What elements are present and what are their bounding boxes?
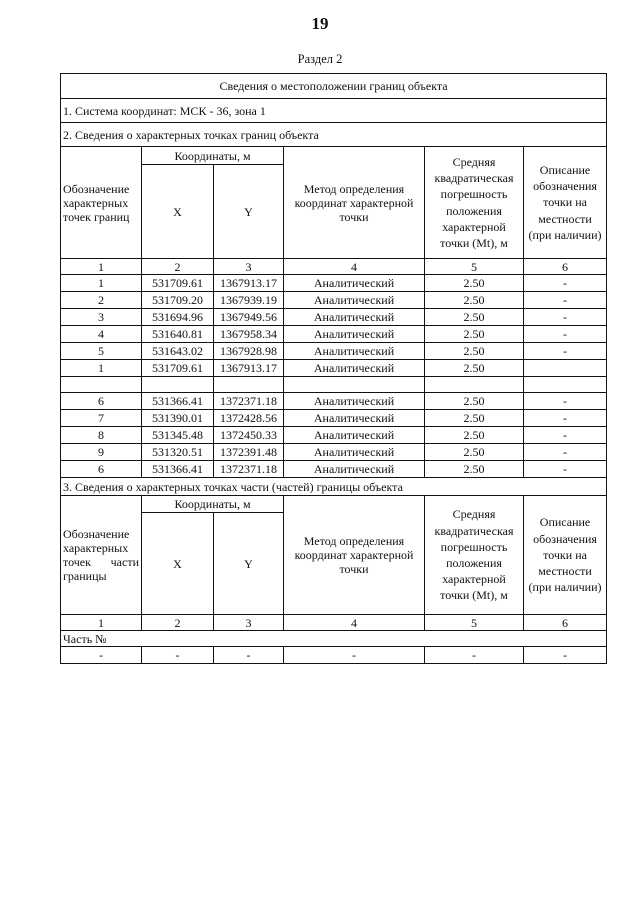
column-number: 2: [142, 615, 214, 631]
boundary-table: [60, 73, 607, 664]
method: Аналитический: [284, 410, 425, 427]
method: Аналитический: [284, 292, 425, 309]
method: Аналитический: [284, 461, 425, 478]
point-number: 3: [61, 309, 142, 326]
description: -: [524, 410, 607, 427]
column-number: 6: [524, 259, 607, 275]
mean-error: 2.50: [425, 343, 524, 360]
table-row: [61, 410, 607, 427]
description: -: [524, 647, 607, 664]
coord-y: 1367958.34: [214, 326, 284, 343]
method: Аналитический: [284, 393, 425, 410]
coord-x: 531366.41: [142, 461, 214, 478]
coord-y: 1367939.19: [214, 292, 284, 309]
point-number: 6: [61, 461, 142, 478]
coord-y: 1367928.98: [214, 343, 284, 360]
mean-error: -: [425, 647, 524, 664]
description: -: [524, 309, 607, 326]
mean-error: 2.50: [425, 309, 524, 326]
description: -: [524, 292, 607, 309]
header-method: Метод определения координат характерной точки: [284, 147, 425, 259]
mean-error: 2.50: [425, 410, 524, 427]
column-number: 3: [214, 259, 284, 275]
method: Аналитический: [284, 427, 425, 444]
header-coordinates: Координаты, м: [142, 147, 284, 165]
header-y: Y: [214, 165, 284, 259]
column-numbers-row: [61, 259, 607, 275]
header-coordinates: Координаты, м: [142, 496, 284, 513]
coord-x: 531709.61: [142, 275, 214, 292]
column-number: 1: [61, 259, 142, 275]
header-description: Описание обозначения точки на местности (при наличии): [524, 147, 607, 259]
description: [524, 360, 607, 377]
contour-separator-row: [61, 377, 607, 393]
coord-x: 531709.20: [142, 292, 214, 309]
table-row: [61, 444, 607, 461]
column-number: 5: [425, 259, 524, 275]
table-row: [61, 393, 607, 410]
point-number: 1: [61, 360, 142, 377]
coord-x: 531709.61: [142, 360, 214, 377]
coord-x: 531390.01: [142, 410, 214, 427]
column-number: 4: [284, 259, 425, 275]
coord-x: 531320.51: [142, 444, 214, 461]
method: -: [284, 647, 425, 664]
header-designation: Обозначение характерных точек границ: [61, 147, 142, 259]
column-number: 1: [61, 615, 142, 631]
coord-y: 1372428.56: [214, 410, 284, 427]
description: -: [524, 393, 607, 410]
column-number: 6: [524, 615, 607, 631]
point-number: 1: [61, 275, 142, 292]
table-row: [61, 326, 607, 343]
description: -: [524, 343, 607, 360]
coord-y: 1367949.56: [214, 309, 284, 326]
column-number: 3: [214, 615, 284, 631]
column-number: 5: [425, 615, 524, 631]
point-number: 6: [61, 393, 142, 410]
table-row: [61, 647, 607, 664]
coord-x: 531643.02: [142, 343, 214, 360]
table-row: [61, 461, 607, 478]
coord-y: 1367913.17: [214, 275, 284, 292]
method: Аналитический: [284, 444, 425, 461]
coord-x: 531694.96: [142, 309, 214, 326]
section-label: Раздел 2: [297, 52, 343, 66]
table-row: [61, 427, 607, 444]
section-3-title: 3. Сведения о характерных точках части (частей) границы объекта: [61, 478, 607, 496]
mean-error: 2.50: [425, 326, 524, 343]
coord-y: 1372391.48: [214, 444, 284, 461]
part-label: Часть №: [61, 631, 607, 647]
method: Аналитический: [284, 309, 425, 326]
header-designation-part: Обозначение характерных точек части границы: [61, 496, 142, 615]
header-mean-error: Средняя квадратическая погрешность положения характерной точки (Mt), м: [425, 147, 524, 259]
coord-x: 531366.41: [142, 393, 214, 410]
coordinate-system: 1. Система координат: МСК - 36, зона 1: [61, 99, 607, 123]
header-y: Y: [214, 513, 284, 615]
page-number: 19: [311, 14, 329, 33]
table-title: Сведения о местоположении границ объекта: [61, 74, 607, 99]
mean-error: 2.50: [425, 427, 524, 444]
coord-x: 531345.48: [142, 427, 214, 444]
coord-x: 531640.81: [142, 326, 214, 343]
mean-error: 2.50: [425, 393, 524, 410]
coord-y: 1367913.17: [214, 360, 284, 377]
description: -: [524, 275, 607, 292]
table-row: [61, 309, 607, 326]
mean-error: 2.50: [425, 275, 524, 292]
column-number: 2: [142, 259, 214, 275]
mean-error: 2.50: [425, 292, 524, 309]
description: -: [524, 326, 607, 343]
header-x: X: [142, 513, 214, 615]
description: -: [524, 427, 607, 444]
coord-y: 1372450.33: [214, 427, 284, 444]
method: Аналитический: [284, 275, 425, 292]
point-number: 7: [61, 410, 142, 427]
point-number: -: [61, 647, 142, 664]
column-number: 4: [284, 615, 425, 631]
section-2-title: 2. Сведения о характерных точках границ объекта: [61, 123, 607, 147]
point-number: 8: [61, 427, 142, 444]
table-row: [61, 275, 607, 292]
mean-error: 2.50: [425, 461, 524, 478]
mean-error: 2.50: [425, 444, 524, 461]
point-number: 5: [61, 343, 142, 360]
point-number: 2: [61, 292, 142, 309]
coord-y: -: [214, 647, 284, 664]
description: -: [524, 444, 607, 461]
table-row: [61, 292, 607, 309]
table-row: [61, 360, 607, 377]
coord-y: 1372371.18: [214, 393, 284, 410]
method: Аналитический: [284, 343, 425, 360]
coord-y: 1372371.18: [214, 461, 284, 478]
header-method: Метод определения координат характерной точки: [284, 496, 425, 615]
table-row: [61, 343, 607, 360]
description: -: [524, 461, 607, 478]
header-x: X: [142, 165, 214, 259]
method: Аналитический: [284, 326, 425, 343]
header-mean-error: Средняя квадратическая погрешность положения характерной точки (Mt), м: [425, 496, 524, 615]
column-numbers-row: [61, 615, 607, 631]
header-description: Описание обозначения точки на местности (при наличии): [524, 496, 607, 615]
coord-x: -: [142, 647, 214, 664]
method: Аналитический: [284, 360, 425, 377]
point-number: 4: [61, 326, 142, 343]
mean-error: 2.50: [425, 360, 524, 377]
point-number: 9: [61, 444, 142, 461]
